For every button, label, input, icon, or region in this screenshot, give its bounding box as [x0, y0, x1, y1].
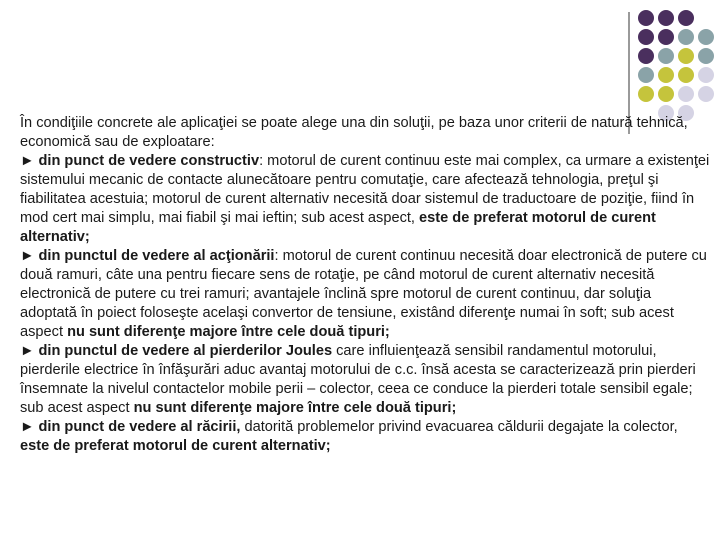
decorative-dot	[678, 29, 694, 45]
text-run: : motorul de curent continuu necesită doar electronică de putere cu două ramuri, câte una pentru fiecare sens de rotaţie, pe când motorul de curent alternativ necesită electronică de putere cu trei ramuri; avantajele înclină spre motorul de curent continuu, dar soluţia adoptată în poiect foloseşte acelaşi convertor de tensiune, existând diferenţe numai în soft; sub acest aspect	[20, 248, 707, 340]
bold-text: este de preferat motorul de curent alternativ;	[20, 438, 331, 454]
bold-text: ► din punctul de vedere al acţionării	[20, 248, 275, 264]
decorative-dot	[638, 29, 654, 45]
paragraph	[20, 342, 710, 418]
bold-text: nu sunt diferenţe majore între cele două tipuri;	[67, 324, 390, 340]
decorative-dot-grid	[638, 10, 720, 126]
decorative-dot	[678, 67, 694, 83]
decorative-dot	[638, 67, 654, 83]
paragraph	[20, 418, 710, 456]
decorative-dot	[658, 10, 674, 26]
text-run: care influienţează sensibil randamentul motorului, pierderile electrice în înfăşurări aduc avantaj motorului de c.c. însă acesta se caracterizează prin pierderi însemnate la nivelul contactelor mobile perii – colector, ceea ce conduce la pierderi totale sensibil egale; sub acest aspect	[20, 343, 696, 416]
bold-text: ► din punctul de vedere al pierderilor Joules	[20, 343, 333, 359]
text-run: În condiţiile concrete ale aplicaţiei se poate alege una din soluţii, pe baza unor criterii de natură tehnică, economică sau de exploatare:	[20, 115, 688, 150]
decorative-dot	[658, 86, 674, 102]
text-run: : motorul de curent continuu este mai complex, ca urmare a existenţei sistemului mecanic de contacte alunecătoare pentru comutaţie, care afectează tehnologia, preţul şi fiabilitatea acestuia; motorul de curent alternativ necesită doar sistemul de traductoare de poziţie, fiind în mod cert mai simplu, mai fiabil şi mai ieftin; sub acest aspect,	[20, 153, 710, 226]
decorative-dot	[638, 48, 654, 64]
bold-text: nu sunt diferenţe majore între cele două tipuri;	[133, 400, 457, 416]
decorative-dot	[658, 67, 674, 83]
paragraph	[20, 247, 710, 342]
text-run: datorită problemelor privind evacuarea căldurii degajate la colector,	[240, 419, 678, 435]
decorative-dot	[698, 48, 714, 64]
decorative-dot	[678, 48, 694, 64]
bold-text: este de preferat motorul de curent alternativ;	[20, 210, 656, 245]
decorative-dot	[638, 10, 654, 26]
decorative-dot	[698, 29, 714, 45]
decorative-dot	[658, 29, 674, 45]
decorative-dot	[678, 10, 694, 26]
bold-text: ► din punct de vedere constructiv	[20, 153, 260, 169]
decorative-dot	[658, 48, 674, 64]
bold-text: ► din punct de vedere al răcirii,	[20, 419, 241, 435]
decorative-dot	[678, 86, 694, 102]
paragraph	[20, 114, 710, 152]
decorative-dot	[698, 67, 714, 83]
decorative-dot	[698, 86, 714, 102]
paragraph	[20, 152, 710, 247]
document-body	[20, 114, 710, 456]
decorative-dot	[638, 86, 654, 102]
